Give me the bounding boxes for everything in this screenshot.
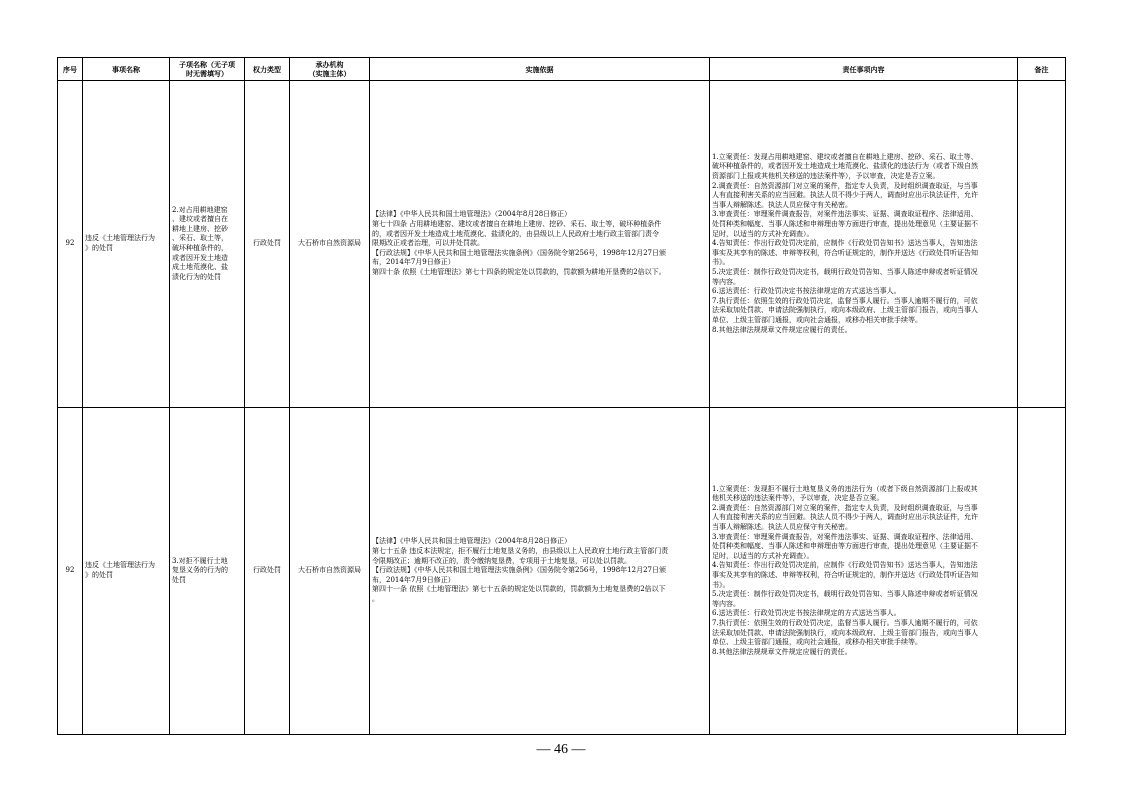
row-item-name: 违反《土地管理法行为 》的处罚: [83, 408, 170, 735]
row-sub-item: 2.对占用耕地建窑 、建坟或者擅自在 耕地上建房、挖砂 、采石、取土等， 破坏种植条件的， 或者因开发土地造 成土地荒漠化、盐 渍化行为的处罚: [170, 81, 245, 408]
row-basis: 【法律】《中华人民共和国土地管理法》（2004年8月28日修正） 第七十五条 违反本法规定，拒不履行土地复垦义务的，由县级以上人民政府土地行政主管部门责 令限期改正；逾期不改正的，责令缴纳复垦费，专项用于土地复垦，可以处以罚款。 【行政法规】《中华人民共和国土地管理法实施条例》（国务院令第256号，1998年12月27日颁 布，2014年7月9日修正） 第四十一条 依照《土地管理法》第七十五条的规定处以罚款的，罚款额为土地复垦费的2倍以下 。: [370, 408, 710, 735]
header-agency: 承办机构 （实施主体）: [290, 58, 370, 81]
header-item-name: 事项名称: [83, 58, 170, 81]
header-seq: 序号: [58, 58, 83, 81]
row-power-type: 行政处罚: [245, 81, 290, 408]
row-agency: 大石桥市自然资源局: [290, 81, 370, 408]
row-remarks: [1018, 408, 1066, 735]
header-remarks: 备注: [1018, 58, 1066, 81]
header-basis: 实施依据: [370, 58, 710, 81]
header-sub-item: 子项名称（无子项 时无需填写）: [170, 58, 245, 81]
row-seq: 92: [58, 81, 83, 408]
page-number: — 46 —: [536, 742, 586, 757]
table-row: [58, 408, 1066, 735]
row-item-name: 违反《土地管理法行为 》的处罚: [83, 81, 170, 408]
row-sub-item: 3.对拒不履行土地 复垦义务的行为的 处罚: [170, 408, 245, 735]
header-responsibility: 责任事项内容: [710, 58, 1018, 81]
row-remarks: [1018, 81, 1066, 408]
row-power-type: 行政处罚: [245, 408, 290, 735]
header-row: [58, 58, 1066, 81]
header-power-type: 权力类型: [245, 58, 290, 81]
row-basis: 【法律】《中华人民共和国土地管理法》（2004年8月28日修正） 第七十四条 占用耕地建窑、建坟或者擅自在耕地上建房、挖砂、采石、取土等，破坏种植条件 的，或者因开发土地造成土地荒漠化、盐渍化的，由县级以上人民政府土地行政主管部门责令 限期改正或者治理，可以并处罚款。 【行政法规】《中华人民共和国土地管理法实施条例》（国务院令第256号，1998年12月27日颁 布，2014年7月9日修正） 第四十条 依照《土地管理法》第七十四条的规定处以罚款的，罚款额为耕地开垦费的2倍以下。: [370, 81, 710, 408]
row-responsibility: 1.立案责任：发现拒不履行土地复垦义务的违法行为（或者下级自然资源部门上报或其 他机关移送的违法案件等），予以审查，决定是否立案。 2.调查责任：自然资源部门对立案的案件，指定专人负责，及时组织调查取证，与当事 人有直接利害关系的应当回避。执法人员不得少于两人，调查时应出示执法证件，允许 当事人辩解陈述。执法人员应保守有关秘密。 3.审查责任：审理案件调查报告，对案件违法事实、证据、调查取证程序、法律适用、 处罚种类和幅度、当事人陈述和申辩理由等方面进行审查，提出处理意见（主要证据不 足时，以适当的方式补充调查）。 4.告知责任：作出行政处罚决定前，应制作《行政处罚告知书》送达当事人，告知违法 事实及其享有的陈述、申辩等权利，符合听证规定的，制作并送达《行政处罚听证告知 书》。 5.决定责任：制作行政处罚决定书，载明行政处罚告知、当事人陈述申辩或者听证情况 等内容。 6.送达责任：行政处罚决定书按法律规定的方式送达当事人。 7.执行责任：依照生效的行政处罚决定，监督当事人履行。当事人逾期不履行的，可依 法采取加处罚款、申请法院强制执行，或向本级政府、上级主管部门报告，或向当事人 单位、上级主管部门通报，或向社会通报，或移办相关审批手续等。 8.其他法律法规规章文件规定应履行的责任。: [710, 408, 1018, 735]
power-list-table: [57, 57, 1066, 735]
table-row: [58, 81, 1066, 408]
row-agency: 大石桥市自然资源局: [290, 408, 370, 735]
row-seq: 92: [58, 408, 83, 735]
row-responsibility: 1.立案责任：发现占用耕地建窑、建坟或者擅自在耕地上建房、挖砂、采石、取土等、 破坏种植条件的，或者因开发土地造成土地荒漠化、盐渍化的违法行为（或者下级自然 资源部门上报或其他机关移送的违法案件等），予以审查，决定是否立案。 2.调查责任：自然资源部门对立案的案件，指定专人负责，及时组织调查取证，与当事 人有直接利害关系的应当回避。执法人员不得少于两人，调查时应出示执法证件，允许 当事人辩解陈述。执法人员应保守有关秘密。 3.审查责任：审理案件调查报告，对案件违法事实、证据、调查取证程序、法律适用、 处罚种类和幅度、当事人陈述和申辩理由等方面进行审查，提出处理意见（主要证据不 足时，以适当的方式补充调查）。 4.告知责任：作出行政处罚决定前，应制作《行政处罚告知书》送达当事人，告知违法 事实及其享有的陈述、申辩等权利，符合听证规定的，制作并送达《行政处罚听证告知 书》。 5.决定责任：制作行政处罚决定书，载明行政处罚告知、当事人陈述申辩或者听证情况 等内容。 6.送达责任：行政处罚决定书按法律规定的方式送达当事人。 7.执行责任：依照生效的行政处罚决定，监督当事人履行。当事人逾期不履行的，可依 法采取加处罚款、申请法院强制执行，或向本级政府、上级主管部门报告，或向当事人 单位、上级主管部门通报，或向社会通报，或移办相关审批手续等。 8.其他法律法规规章文件规定应履行的责任。: [710, 81, 1018, 408]
